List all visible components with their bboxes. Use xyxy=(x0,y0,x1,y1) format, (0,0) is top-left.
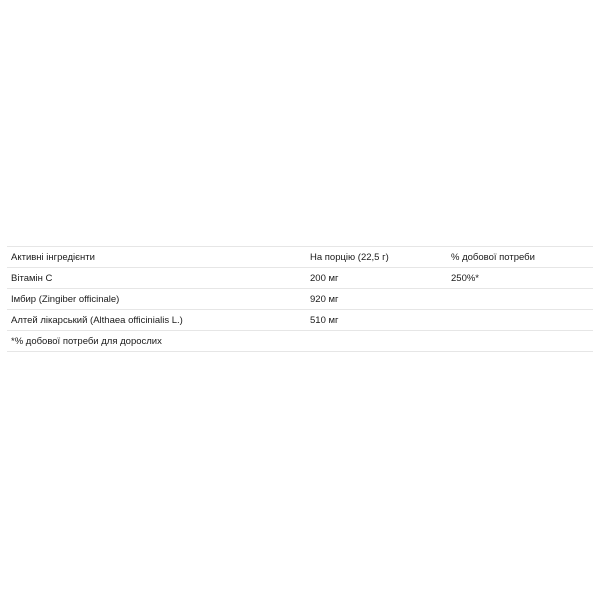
table-header-row xyxy=(7,247,593,268)
ingredient-daily-value: 250%* xyxy=(451,272,479,284)
ingredient-amount: 510 мг xyxy=(310,314,339,326)
table-row xyxy=(7,289,593,310)
ingredient-name: Вітамін С xyxy=(11,272,53,284)
nutrition-table xyxy=(7,246,593,352)
table-row xyxy=(7,268,593,289)
ingredient-name: Алтей лікарський (Althaea officinialis L.) xyxy=(11,314,183,326)
table-footnote: *% добової потреби для дорослих xyxy=(11,335,162,347)
ingredient-amount: 200 мг xyxy=(310,272,339,284)
table-footnote-row xyxy=(7,331,593,352)
ingredient-name: Імбир (Zingiber officinale) xyxy=(11,293,120,305)
ingredient-amount: 920 мг xyxy=(310,293,339,305)
header-daily-value: % добової потреби xyxy=(451,251,535,263)
table-row xyxy=(7,310,593,331)
header-per-serving: На порцію (22,5 г) xyxy=(310,251,389,263)
header-active-ingredients: Активні інгредієнти xyxy=(11,251,95,263)
